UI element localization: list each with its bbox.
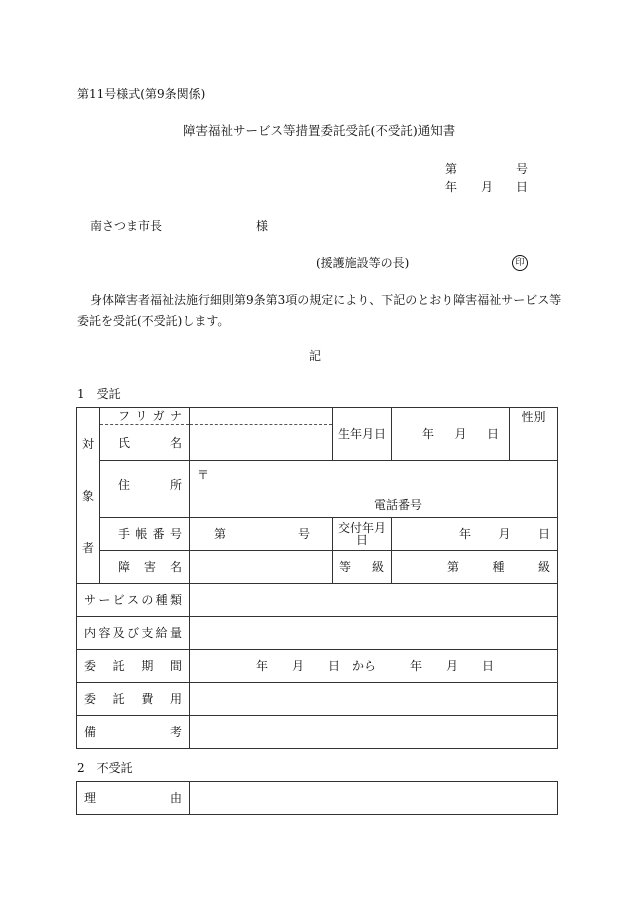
rejection-table [76,781,558,815]
label-char: 級 [371,560,384,574]
disability-label [100,551,190,584]
content-value[interactable] [190,617,558,650]
label-char: 及 [112,626,125,640]
addressee-honorific: 様 [256,219,269,233]
label-char: 費 [141,692,154,706]
fee-value[interactable] [190,683,558,716]
feel-text [77,693,189,705]
section1-heading: 1 受託 [77,387,121,401]
label-char: 委 [84,692,97,706]
label-char: 由 [169,791,182,805]
addrl-text [100,479,189,491]
group-char-2: 象 [81,488,94,503]
svcl-text [77,594,189,606]
label-char: 量 [169,626,182,640]
label-char: 給 [155,626,168,640]
label-char: 名 [169,560,182,574]
label-char: 容 [98,626,111,640]
perl-text [77,660,189,672]
group-char-1: 対 [81,436,94,451]
addressee-name: 南さつま市長 [90,219,163,233]
section2-heading: 2 不受託 [77,761,133,775]
seal-icon: 印 [512,255,528,271]
grade-dai: 第 [447,560,460,574]
label-char: ナ [169,409,182,423]
date-year: 年 [445,180,458,194]
label-char: 号 [169,527,182,541]
label-char: 支 [141,626,154,640]
label-char: 期 [141,659,154,673]
remarks-label [77,716,190,749]
issue-month: 月 [498,527,511,541]
label-char: 住 [118,478,131,492]
birth-label: 生年月日 [333,408,392,461]
phone-label: 電話番号 [374,498,423,512]
ki-label: 記 [309,349,322,363]
label-char: 間 [169,659,182,673]
label-char: 類 [169,593,182,607]
label-char: 種 [155,593,168,607]
label-char: 内 [84,626,97,640]
target-person-group-label [77,408,100,584]
sender-title: (援護施設等の長) [316,256,410,270]
label-char: ー [98,593,111,607]
label-char: ビ [112,593,125,607]
name-value[interactable] [190,425,333,461]
contl-text [77,627,189,639]
label-char: 理 [84,791,97,805]
label-char: 備 [84,725,97,739]
acceptance-table [76,407,558,749]
furi-text [100,410,189,422]
birth-day: 日 [486,427,499,441]
service-type-value[interactable] [190,584,558,617]
postal-mark: 〒 [197,468,210,482]
label-char: 名 [169,435,182,450]
label-char: ス [126,593,139,607]
remarks-value[interactable] [190,716,558,749]
period-year-1: 年 [256,659,269,673]
issue-date-label: 交付年月日 [333,518,392,551]
period-day-2: 日 [482,659,495,673]
address-value[interactable] [190,461,558,518]
grade-shu: 種 [492,560,505,574]
content-label [77,617,190,650]
label-char: フ [118,409,131,423]
furigana-value[interactable] [190,408,333,425]
body-line-1: 身体障害者福祉法施行細則第9条第3項の規定により、下記のとおり障害福祉サービス等 [90,293,562,307]
reml-text [77,726,189,738]
period-value[interactable] [190,650,558,683]
fee-label [77,683,190,716]
issue-day: 日 [537,527,550,541]
handbook-go: 号 [297,527,310,541]
period-month-2: 月 [446,659,459,673]
period-day-1: 日 [328,659,341,673]
period-year-2: 年 [410,659,423,673]
group-char-3: 者 [81,540,94,555]
label-char: 害 [143,560,156,574]
document-title: 障害福祉サービス等措置委託受託(不受託)通知書 [183,123,456,138]
label-char: 氏 [118,435,131,450]
label-char: リ [135,409,148,423]
birth-year: 年 [422,427,435,441]
doc-number-go: 号 [516,162,529,176]
label-char: 帳 [135,527,148,541]
gradel-text [333,561,391,573]
reason-label [77,782,190,815]
date-month: 月 [481,180,494,194]
label-char: 等 [339,560,352,574]
period-month-1: 月 [292,659,305,673]
furigana-label [100,408,190,425]
label-char: 用 [169,692,182,706]
namel-text [100,437,189,449]
grade-kyu: 級 [537,560,550,574]
reason-value[interactable] [190,782,558,815]
issue-year: 年 [459,527,472,541]
birth-value[interactable] [392,408,510,461]
sex-label: 性別 [510,408,558,461]
grade-value[interactable] [392,551,558,584]
form-number: 第11号様式(第9条関係) [77,87,206,101]
label-char: の [141,593,154,607]
label-char: サ [84,593,97,607]
label-char: 所 [169,478,182,492]
label-char: 番 [152,527,165,541]
reasl-text [77,792,189,804]
label-char: 考 [169,725,182,739]
grade-label [333,551,392,584]
label-char: 託 [112,692,125,706]
period-kara: から [352,659,377,673]
disl-text [100,561,189,573]
doc-number-dai: 第 [445,162,458,176]
birth-month: 月 [454,427,467,441]
handbook-label [100,518,190,551]
address-label [100,461,190,518]
disability-value[interactable] [190,551,333,584]
label-char: 手 [118,527,131,541]
label-char: ガ [152,409,165,423]
name-label [100,425,190,461]
hbl-text [100,528,189,540]
date-day: 日 [516,180,529,194]
label-char: び [126,626,139,640]
service-type-label [77,584,190,617]
handbook-value[interactable] [190,518,333,551]
label-char: 委 [84,659,97,673]
label-char: 託 [112,659,125,673]
handbook-dai: 第 [214,527,227,541]
body-line-2: 委託を受託(不受託)します。 [77,314,230,328]
period-label [77,650,190,683]
seal-stamp [512,255,528,271]
label-char: 障 [118,560,131,574]
issue-date-value[interactable] [392,518,558,551]
